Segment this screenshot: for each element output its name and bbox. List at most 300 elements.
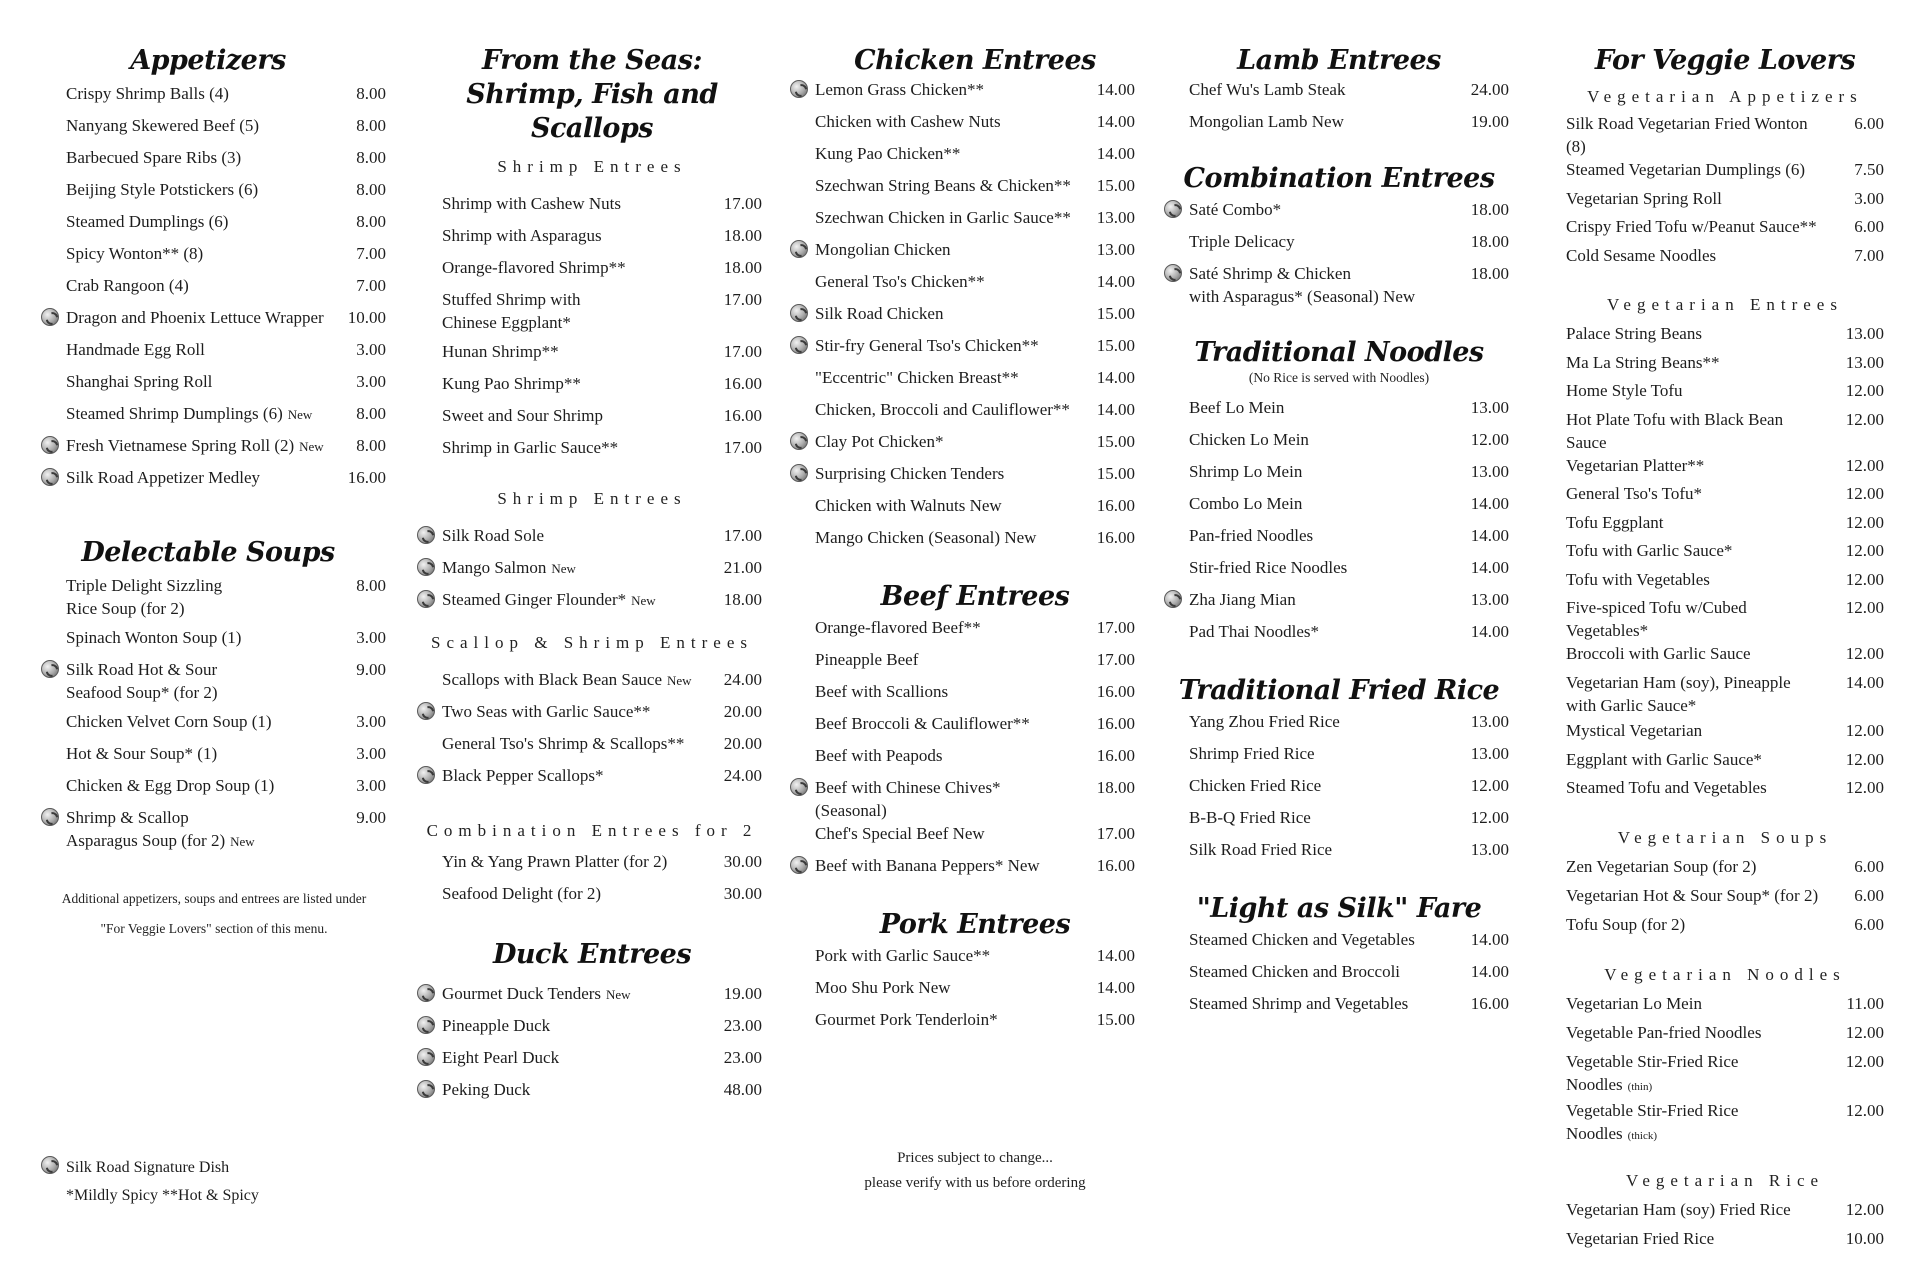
menu-item-name: Hot Plate Tofu with Black Bean Sauce	[1566, 409, 1784, 452]
menu-item	[815, 526, 1135, 558]
menu-item-price: 6.00	[1854, 885, 1884, 905]
menu-item-price: 13.00	[1845, 352, 1884, 372]
menu-item-name: Palace String Beans	[1566, 324, 1702, 343]
shrimp-heading: Shrimp Entrees	[497, 157, 687, 176]
menu-item-name: Barbecued Spare Ribs (3)	[66, 148, 242, 167]
menu-item-name: Shrimp & Scallop Asparagus Soup (for 2) New	[66, 806, 326, 853]
veggie-appetizers-list	[1566, 112, 1884, 272]
menu-item-name: Beef Lo Mein	[1189, 398, 1285, 417]
menu-item-price: 12.00	[1845, 381, 1884, 400]
menu-item	[1566, 568, 1884, 597]
menu-item-price: 17.00	[1096, 618, 1135, 637]
menu-item-price: 12.00	[1845, 644, 1884, 663]
menu-item-name-line2: with Asparagus* (Seasonal) New	[1189, 287, 1416, 306]
menu-item-price: 6.00	[1854, 856, 1884, 876]
signature-dish-icon	[790, 304, 808, 322]
signature-dish-icon	[417, 558, 435, 576]
menu-item-name: Surprising Chicken Tenders	[815, 464, 1005, 483]
menu-item	[1189, 230, 1509, 262]
combo2-list	[442, 850, 762, 914]
menu-item-name: Eight Pearl Duck	[442, 1048, 560, 1067]
menu-item	[66, 114, 386, 146]
menu-item	[66, 466, 386, 498]
menu-item-price: 15.00	[1096, 464, 1135, 483]
menu-item-name: Chef Wu's Lamb Steak	[1189, 80, 1346, 99]
menu-item-name: Yin & Yang Prawn Platter (for 2)	[442, 852, 668, 871]
menu-item	[1566, 855, 1884, 884]
menu-item-name: Orange-flavored Beef**	[815, 618, 981, 637]
menu-item	[1189, 460, 1509, 492]
menu-item	[1189, 774, 1509, 806]
menu-item-name: Sweet and Sour Shrimp	[442, 406, 604, 425]
menu-item	[1566, 1099, 1884, 1148]
menu-item-price: 13.00	[1470, 840, 1509, 859]
menu-item	[1189, 588, 1509, 620]
seas-title-2: Shrimp, Fish and Scallops	[466, 79, 718, 144]
menu-item-price: 16.00	[1096, 528, 1135, 547]
menu-item	[1566, 1021, 1884, 1050]
menu-item-name: Kung Pao Chicken**	[815, 144, 961, 163]
signature-dish-icon	[417, 590, 435, 608]
menu-item-price: 12.00	[1470, 430, 1509, 449]
menu-item-price: 16.00	[1096, 714, 1135, 733]
signature-dish-icon	[790, 778, 808, 796]
menu-item-name: Triple Delight Sizzling Rice Soup (for 2)	[66, 574, 326, 620]
menu-item-name: Steamed Tofu and Vegetables	[1566, 778, 1767, 797]
menu-item-name: General Tso's Chicken**	[815, 272, 985, 291]
menu-item-name: Vegetarian Fried Rice	[1566, 1228, 1715, 1248]
menu-item	[442, 404, 762, 436]
menu-item-name: Vegetarian Ham (soy) Fried Rice	[1566, 1199, 1791, 1219]
veggie-rice-list	[1566, 1198, 1884, 1256]
menu-item-price: 13.00	[1470, 590, 1509, 609]
menu-item	[815, 494, 1135, 526]
menu-item	[815, 1008, 1135, 1040]
menu-item-price: 14.00	[1470, 622, 1509, 641]
menu-item-name: Silk Road Vegetarian Fried Wonton (8)	[1566, 114, 1808, 156]
veggie-noodles-heading: Vegetarian Noodles	[1604, 964, 1846, 984]
menu-item-name: Stuffed Shrimp with Chinese Eggplant*	[442, 288, 702, 334]
menu-item	[1566, 671, 1884, 720]
menu-item-price: 14.00	[1470, 962, 1509, 981]
menu-item-name: Tofu with Garlic Sauce*	[1566, 541, 1733, 560]
menu-item-price: 12.00	[1845, 721, 1884, 740]
menu-item	[66, 338, 386, 370]
menu-item-name: Pan-fried Noodles	[1189, 526, 1314, 545]
menu-item-price: 18.00	[723, 226, 762, 245]
menu-item-price: 12.00	[1845, 409, 1884, 429]
menu-item-price: 14.00	[1096, 978, 1135, 997]
menu-item	[1189, 838, 1509, 870]
menu-item-name: Beef with Scallions	[815, 682, 949, 701]
menu-item	[66, 742, 386, 774]
veggie-soups-heading: Vegetarian Soups	[1617, 827, 1833, 847]
signature-dish-icon	[790, 336, 808, 354]
menu-item-name: Zha Jiang Mian	[1189, 590, 1296, 609]
menu-item-price: 16.00	[723, 406, 762, 425]
prices-note: Prices subject to change... please verify with us before ordering	[864, 1150, 1086, 1191]
menu-item-price: 20.00	[723, 702, 762, 721]
menu-item-price: 9.00	[356, 808, 386, 827]
menu-item	[442, 588, 762, 620]
veggie-entrees-heading: Vegetarian Entrees	[1607, 295, 1843, 314]
menu-item-name: Chicken Lo Mein	[1189, 430, 1309, 449]
menu-item-price: 15.00	[1096, 1010, 1135, 1029]
menu-item-name: B-B-Q Fried Rice	[1189, 808, 1311, 827]
beef-title: Beef Entrees	[880, 581, 1070, 612]
menu-item-price: 12.00	[1845, 569, 1884, 589]
signature-dish-icon	[790, 432, 808, 450]
chicken-list	[815, 78, 1135, 558]
combo2-heading: Combination Entrees for 2	[426, 821, 758, 840]
menu-item-name: Black Pepper Scallops*	[442, 766, 604, 785]
menu-item-name: Hunan Shrimp**	[442, 342, 559, 361]
menu-item-name: Vegetable Stir-Fried Rice Noodles (thin)	[1566, 1051, 1739, 1094]
menu-item-price: 14.00	[1096, 272, 1135, 291]
menu-item-price: 8.00	[356, 180, 386, 199]
lamb-list	[1189, 78, 1509, 142]
menu-item-name: Chef's Special Beef New	[815, 824, 985, 843]
menu-item-price: 6.00	[1854, 114, 1884, 133]
menu-item-name: Fresh Vietnamese Spring Roll (2) New	[66, 436, 324, 455]
appetizers-title: Appetizers	[130, 45, 286, 76]
menu-item	[1189, 742, 1509, 774]
menu-item-name: Silk Road Chicken	[815, 304, 944, 323]
menu-item-price: 17.00	[723, 342, 762, 361]
menu-item	[442, 340, 762, 372]
veggie-title: For Veggie Lovers	[1594, 45, 1856, 76]
menu-item	[66, 434, 386, 466]
menu-item	[1566, 1198, 1884, 1227]
menu-item-price: 8.00	[356, 84, 386, 103]
menu-item-name-line2: Seafood Soup* (for 2)	[66, 683, 218, 702]
menu-item	[815, 398, 1135, 430]
menu-item-name: Nanyang Skewered Beef (5)	[66, 116, 260, 135]
menu-item-price: 7.00	[356, 244, 386, 263]
menu-item	[815, 462, 1135, 494]
menu-item-name: Vegetarian Lo Mein	[1566, 993, 1702, 1013]
menu-item-name-line2: Rice Soup (for 2)	[66, 599, 185, 618]
menu-item-price: 12.00	[1845, 778, 1884, 797]
beef-list	[815, 616, 1135, 886]
menu-item-name: Silk Road Hot & Sour Seafood Soup* (for 2)	[66, 658, 326, 704]
menu-item	[66, 146, 386, 178]
menu-item	[1566, 1227, 1884, 1256]
combination-list	[1189, 198, 1509, 314]
menu-item	[1189, 198, 1509, 230]
menu-item-price: 18.00	[1470, 264, 1509, 283]
menu-item-price: 14.00	[1096, 368, 1135, 387]
menu-item-name: Chicken & Egg Drop Soup (1)	[66, 776, 275, 795]
menu-item-price: 15.00	[1096, 176, 1135, 195]
menu-item-price: 6.00	[1854, 914, 1884, 934]
menu-item-name: Saté Combo*	[1189, 200, 1282, 219]
menu-item-name: Clay Pot Chicken*	[815, 432, 944, 451]
additional-note: Additional appetizers, soups and entrees are listed under "For Veggie Lovers" section of this menu.	[61, 891, 367, 936]
signature-dish-icon	[417, 526, 435, 544]
menu-item	[1566, 539, 1884, 568]
menu-item-name: Mystical Vegetarian	[1566, 721, 1703, 740]
menu-item-name: Beijing Style Potstickers (6)	[66, 180, 259, 199]
signature-dish-icon	[790, 80, 808, 98]
menu-item	[442, 764, 762, 796]
signature-dish-icon	[41, 436, 59, 454]
menu-item	[442, 1046, 762, 1078]
menu-item	[815, 78, 1135, 110]
menu-item-name: Szechwan String Beans & Chicken**	[815, 176, 1071, 195]
menu-item-name: Triple Delicacy	[1189, 232, 1295, 251]
menu-item	[1189, 556, 1509, 588]
menu-item-name: Five-spiced Tofu w/Cubed Vegetables*	[1566, 598, 1747, 640]
menu-item-name: Hot & Sour Soup* (1)	[66, 744, 218, 763]
menu-item-name: Handmade Egg Roll	[66, 340, 205, 359]
menu-item	[1189, 620, 1509, 652]
menu-item-price: 16.00	[723, 374, 762, 393]
menu-item	[66, 774, 386, 806]
menu-item-price: 3.00	[356, 628, 386, 647]
menu-item-price: 12.00	[1845, 541, 1884, 560]
menu-item	[815, 822, 1135, 854]
signature-dish-icon	[417, 1080, 435, 1098]
menu-item-name: Vegetarian Hot & Sour Soup* (for 2)	[1566, 885, 1819, 905]
signature-dish-icon	[790, 240, 808, 258]
menu-item-name: Beef with Chinese Chives* (Seasonal)	[815, 778, 1001, 820]
menu-item-price: 14.00	[1470, 526, 1509, 545]
menu-item	[66, 574, 386, 626]
shrimp-list	[442, 192, 762, 468]
soups-list	[66, 574, 386, 858]
menu-item-price: 30.00	[723, 852, 762, 871]
menu-item-price: 18.00	[1470, 232, 1509, 251]
fish-list	[442, 524, 762, 620]
menu-item-price: 8.00	[356, 148, 386, 167]
veggie-soups-list	[1566, 855, 1884, 942]
menu-item-price: 18.00	[723, 590, 762, 609]
scallop-heading: Scallop & Shrimp Entrees	[430, 633, 753, 652]
menu-item	[1189, 992, 1509, 1024]
menu-item-price: 30.00	[723, 884, 762, 903]
legend	[66, 1154, 259, 1210]
menu-item-name: Mongolian Lamb New	[1189, 112, 1344, 131]
signature-dish-icon	[1164, 264, 1182, 282]
menu-item	[815, 110, 1135, 142]
menu-item-name: Orange-flavored Shrimp**	[442, 258, 626, 277]
menu-item-price: 12.00	[1845, 1051, 1884, 1071]
noodles-list	[1189, 396, 1509, 652]
menu-item-name: Vegetarian Ham (soy), Pineapple with Garlic Sauce*	[1566, 671, 1824, 717]
menu-item-name: Steamed Chicken and Vegetables	[1189, 930, 1415, 949]
menu-item-price: 24.00	[1470, 80, 1509, 99]
menu-item-price: 14.00	[1096, 144, 1135, 163]
menu-item	[815, 712, 1135, 744]
menu-item-name: "Eccentric" Chicken Breast**	[815, 368, 1019, 387]
menu-item-price: 14.00	[1470, 558, 1509, 577]
menu-item	[66, 274, 386, 306]
menu-item-name: Gourmet Duck Tenders New	[442, 984, 631, 1003]
menu-item-price: 13.00	[1096, 208, 1135, 227]
menu-item-price: 15.00	[1096, 336, 1135, 355]
menu-item-price: 12.00	[1470, 808, 1509, 827]
veggie-entrees-list	[1566, 322, 1884, 805]
menu-item	[442, 1014, 762, 1046]
menu-item-price: 14.00	[1096, 112, 1135, 131]
fried-rice-title: Traditional Fried Rice	[1178, 675, 1500, 706]
menu-item-price: 9.00	[356, 660, 386, 679]
menu-item-price: 14.00	[1470, 494, 1509, 513]
menu-item	[1189, 262, 1509, 314]
menu-item-name: Steamed Vegetarian Dumplings (6)	[1566, 160, 1806, 179]
menu-item-name: Vegetable Pan-fried Noodles	[1566, 1022, 1762, 1042]
menu-item	[815, 174, 1135, 206]
menu-item-price: 16.00	[347, 468, 386, 487]
menu-item-price: 6.00	[1854, 217, 1884, 236]
legend-signature: Silk Road Signature Dish	[66, 1159, 230, 1176]
menu-item-price: 7.00	[1854, 245, 1884, 265]
noodles-subtitle: (No Rice is served with Noodles)	[1248, 370, 1430, 385]
menu-item	[1566, 408, 1884, 454]
menu-item	[1566, 913, 1884, 942]
menu-item-name: Shrimp in Garlic Sauce**	[442, 438, 619, 457]
menu-item-price: 12.00	[1470, 776, 1509, 795]
menu-item-price: 14.00	[1470, 930, 1509, 949]
menu-item-price: 16.00	[1096, 682, 1135, 701]
menu-item	[815, 302, 1135, 334]
menu-item	[1566, 884, 1884, 913]
veggie-appetizers-heading: Vegetarian Appetizers	[1587, 87, 1863, 106]
signature-dish-icon	[1164, 200, 1182, 218]
menu-item	[815, 334, 1135, 366]
menu-item	[66, 626, 386, 658]
menu-item-size: (thick)	[1627, 1129, 1657, 1142]
menu-item-price: 19.00	[1470, 112, 1509, 131]
menu-item	[1566, 992, 1884, 1021]
menu-item-name: Combo Lo Mein	[1189, 494, 1303, 513]
menu-item	[1566, 454, 1884, 483]
menu-item-price: 3.00	[1854, 188, 1884, 208]
menu-item	[815, 976, 1135, 1008]
menu-item-price: 20.00	[723, 734, 762, 753]
menu-item-price: 23.00	[723, 1016, 762, 1035]
menu-item-price: 13.00	[1845, 324, 1884, 343]
menu-item	[442, 982, 762, 1014]
menu-item	[442, 288, 762, 340]
menu-item	[66, 370, 386, 402]
menu-item-price: 8.00	[356, 576, 386, 595]
menu-item-price: 16.00	[1470, 994, 1509, 1013]
menu-item	[66, 806, 386, 858]
menu-item	[1566, 719, 1884, 748]
column-veggie	[1566, 44, 1884, 1256]
menu-item-price: 19.00	[723, 984, 762, 1003]
menu-item	[1189, 806, 1509, 838]
menu-item	[1566, 215, 1884, 244]
menu-item	[815, 944, 1135, 976]
menu-item-name: Stir-fry General Tso's Chicken**	[815, 336, 1039, 355]
menu-item-price: 3.00	[356, 712, 386, 731]
menu-item-name: General Tso's Tofu*	[1566, 484, 1703, 503]
new-badge: New	[551, 561, 576, 576]
menu-item-name: Chicken, Broccoli and Cauliflower**	[815, 400, 1070, 419]
menu-item-price: 12.00	[1845, 749, 1884, 769]
menu-item-price: 16.00	[1096, 856, 1135, 875]
menu-item	[66, 178, 386, 210]
menu-item-name: Steamed Ginger Flounder* New	[442, 590, 656, 609]
menu-item	[815, 648, 1135, 680]
new-badge: New	[606, 987, 631, 1002]
menu-item-price: 12.00	[1845, 455, 1884, 475]
menu-item	[442, 192, 762, 224]
menu-item	[1566, 351, 1884, 380]
menu-item	[442, 1078, 762, 1110]
appetizers-list	[66, 82, 386, 498]
signature-dish-icon	[41, 808, 59, 826]
menu-item-price: 14.00	[1845, 672, 1884, 692]
menu-item	[815, 854, 1135, 886]
menu-item-price: 12.00	[1845, 598, 1884, 617]
signature-dish-icon	[417, 1048, 435, 1066]
menu-item-name: Mongolian Chicken	[815, 240, 951, 259]
light-list	[1189, 928, 1509, 1024]
lamb-title: Lamb Entrees	[1237, 45, 1441, 76]
menu-item-name: Eggplant with Garlic Sauce*	[1566, 749, 1762, 769]
menu-item-name: Moo Shu Pork New	[815, 978, 951, 997]
fried-rice-list	[1189, 710, 1509, 870]
menu-item-price: 17.00	[723, 438, 762, 457]
menu-item-price: 14.00	[1096, 80, 1135, 99]
signature-dish-icon	[790, 856, 808, 874]
menu-item	[815, 430, 1135, 462]
menu-item-price: 16.00	[1096, 496, 1135, 515]
menu-item	[66, 658, 386, 710]
menu-item-price: 12.00	[1845, 484, 1884, 503]
menu-item-name: Stir-fried Rice Noodles	[1189, 558, 1348, 577]
menu-item	[66, 306, 386, 338]
noodles-title: Traditional Noodles	[1194, 337, 1484, 368]
menu-item	[66, 402, 386, 434]
menu-item-name: Pineapple Duck	[442, 1016, 551, 1035]
menu-item	[1566, 748, 1884, 777]
menu-item-name: Two Seas with Garlic Sauce**	[442, 702, 651, 721]
menu-item	[442, 224, 762, 256]
menu-item-name: Shanghai Spring Roll	[66, 372, 213, 391]
menu-item	[442, 436, 762, 468]
menu-item-price: 3.00	[356, 372, 386, 391]
column-chicken	[815, 44, 1135, 1196]
menu-item	[442, 556, 762, 588]
menu-item	[442, 732, 762, 764]
menu-item-name: Chicken Velvet Corn Soup (1)	[66, 712, 272, 731]
menu-item-name: Spinach Wonton Soup (1)	[66, 628, 242, 647]
menu-item-name-line2: Chinese Eggplant*	[442, 313, 571, 332]
menu-item-price: 10.00	[1845, 1228, 1884, 1248]
chicken-title: Chicken Entrees	[854, 45, 1096, 76]
menu-item-price: 17.00	[723, 526, 762, 545]
menu-item	[1566, 322, 1884, 351]
menu-item	[1566, 596, 1884, 642]
menu-item	[1189, 428, 1509, 460]
menu-item-price: 8.00	[356, 436, 386, 455]
menu-item-name: Crispy Shrimp Balls (4)	[66, 84, 229, 103]
menu-item-name: Shrimp Fried Rice	[1189, 744, 1315, 763]
signature-dish-icon	[417, 1016, 435, 1034]
menu-item	[1189, 524, 1509, 556]
menu-item-price: 12.00	[1845, 1199, 1884, 1219]
menu-item	[1189, 110, 1509, 142]
menu-item-price: 18.00	[1096, 778, 1135, 797]
menu-item-price: 15.00	[1096, 432, 1135, 451]
menu-item-price: 24.00	[723, 670, 762, 689]
menu-item-name: Chicken Fried Rice	[1189, 776, 1322, 795]
